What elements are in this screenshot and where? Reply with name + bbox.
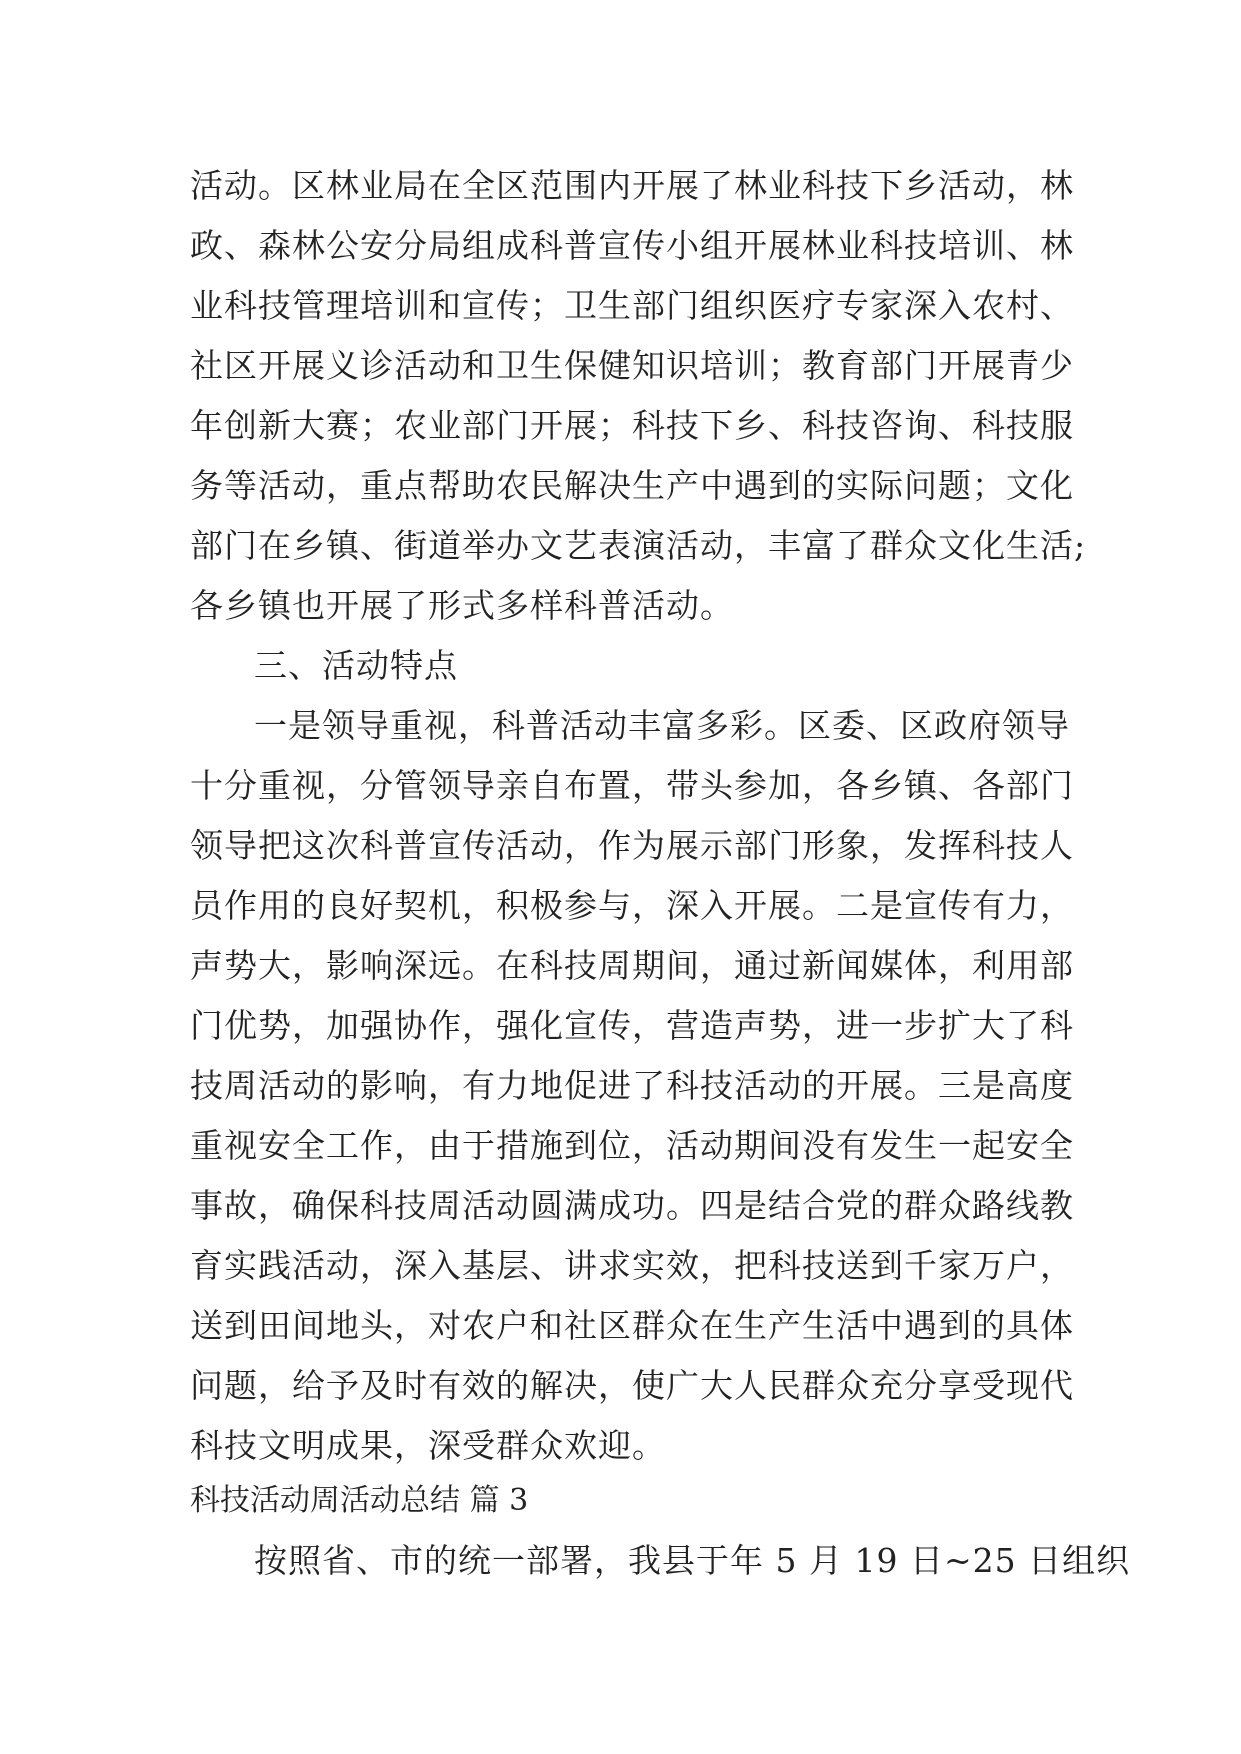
paragraph-line: 育实践活动，深入基层、讲求实效，把科技送到千家万户， [190, 1246, 1074, 1285]
paragraph-line: 领导把这次科普宣传活动，作为展示部门形象，发挥科技人 [190, 826, 1074, 865]
paragraph-line: 按照省、市的统一部署，我县于年 5 月 19 日~25 日组织 [254, 1541, 1131, 1580]
paragraph-line: 一是领导重视，科普活动丰富多彩。区委、区政府领导 [254, 706, 1070, 745]
paragraph-line: 业科技管理培训和宣传；卫生部门组织医疗专家深入农村、 [190, 286, 1074, 325]
paragraph-line: 送到田间地头，对农户和社区群众在生产生活中遇到的具体 [190, 1306, 1074, 1345]
paragraph-line: 各乡镇也开展了形式多样科普活动。 [190, 586, 734, 625]
paragraph-line: 科技文明成果，深受群众欢迎。 [190, 1426, 666, 1465]
article-title: 科技活动周活动总结 篇 3 [190, 1483, 529, 1518]
paragraph-line: 事故，确保科技周活动圆满成功。四是结合党的群众路线教 [190, 1186, 1074, 1225]
paragraph-line: 员作用的良好契机，积极参与，深入开展。二是宣传有力， [190, 886, 1074, 925]
paragraph-line: 政、森林公安分局组成科普宣传小组开展林业科技培训、林 [190, 226, 1074, 265]
paragraph-line: 年创新大赛；农业部门开展；科技下乡、科技咨询、科技服 [190, 406, 1074, 445]
paragraph-line: 问题，给予及时有效的解决，使广大人民群众充分享受现代 [190, 1366, 1074, 1405]
paragraph-line: 部门在乡镇、街道举办文艺表演活动，丰富了群众文化生活; [190, 526, 1087, 565]
paragraph-line: 社区开展义诊活动和卫生保健知识培训；教育部门开展青少 [190, 346, 1074, 385]
paragraph-line: 重视安全工作，由于措施到位，活动期间没有发生一起安全 [190, 1126, 1074, 1165]
paragraph-line: 技周活动的影响，有力地促进了科技活动的开展。三是高度 [190, 1066, 1074, 1105]
section-heading: 三、活动特点 [254, 646, 458, 685]
paragraph-line: 门优势，加强协作，强化宣传，营造声势，进一步扩大了科 [190, 1006, 1074, 1045]
paragraph-line: 声势大，影响深远。在科技周期间，通过新闻媒体，利用部 [190, 946, 1074, 985]
paragraph-line: 十分重视，分管领导亲自布置，带头参加，各乡镇、各部门 [190, 766, 1074, 805]
paragraph-line: 活动。区林业局在全区范围内开展了林业科技下乡活动，林 [190, 166, 1074, 205]
paragraph-line: 务等活动，重点帮助农民解决生产中遇到的实际问题；文化 [190, 466, 1074, 505]
